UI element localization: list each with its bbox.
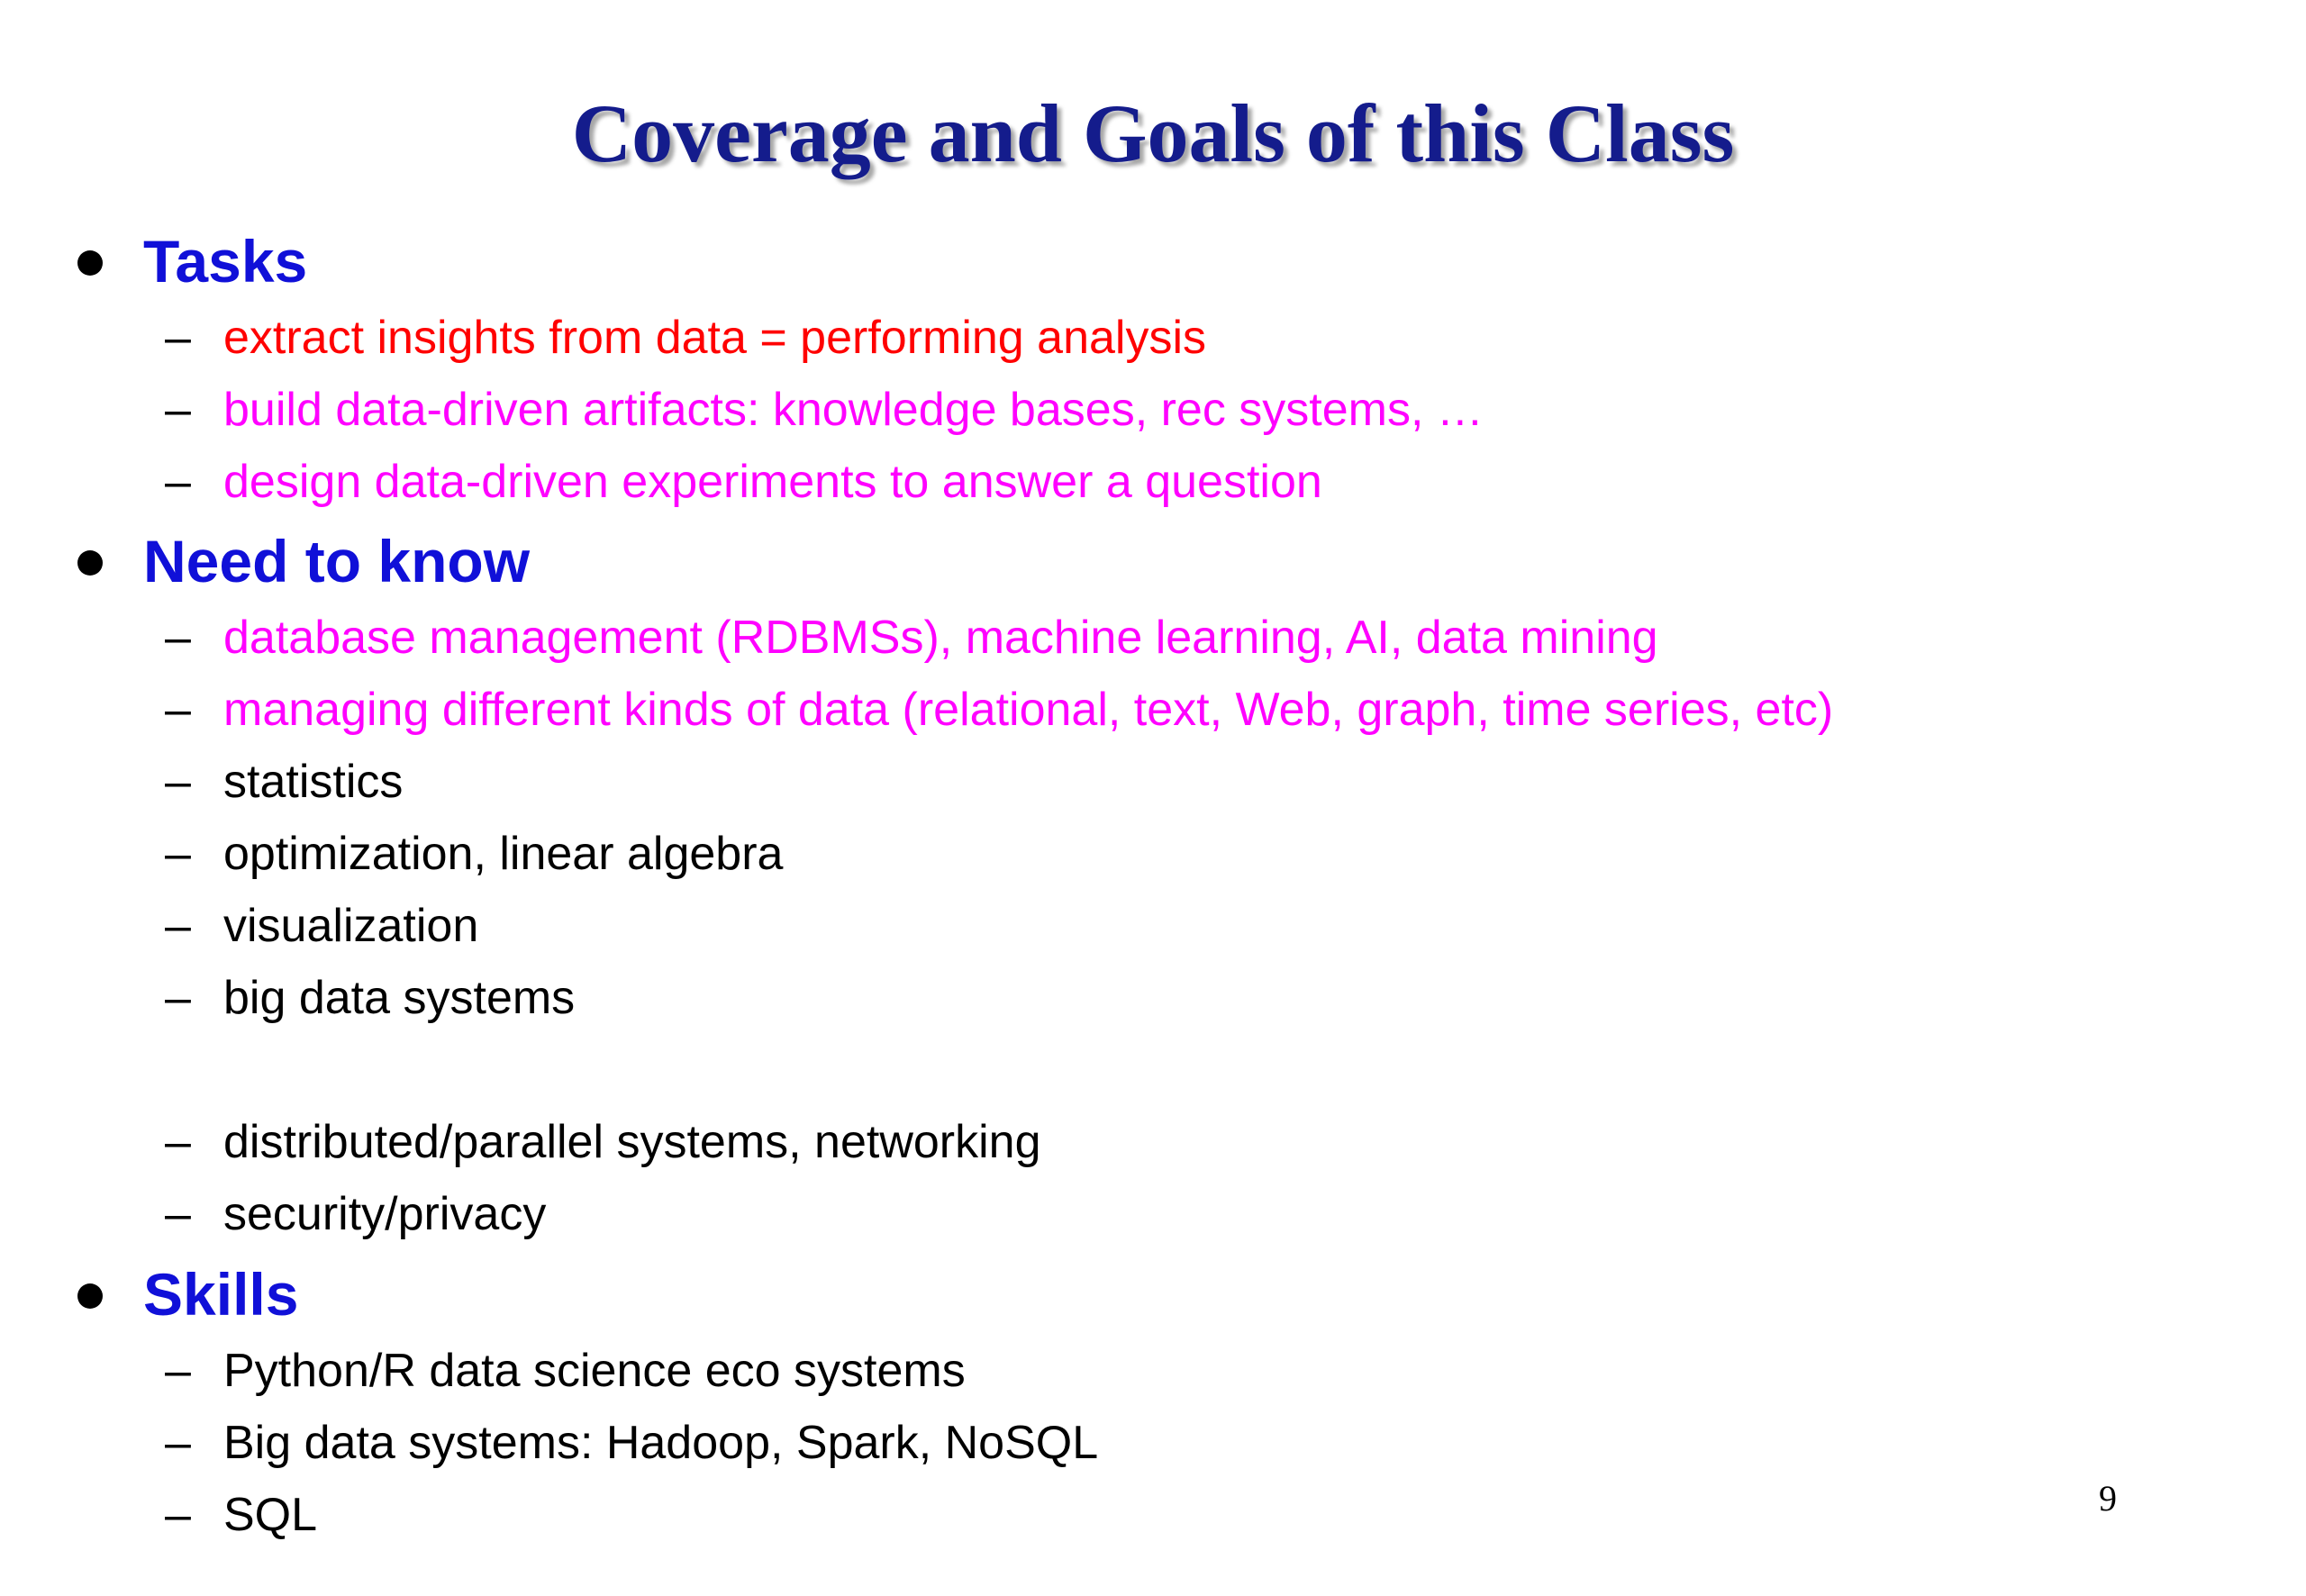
dash-icon: – (165, 384, 191, 436)
list-item (165, 1479, 1098, 1551)
sub-list-skills (77, 1335, 1098, 1551)
page-number: 9 (2099, 1478, 2117, 1519)
item-text: visualization (223, 900, 479, 952)
bullet-heading-tasks (77, 221, 1484, 302)
list-item (165, 446, 1484, 518)
heading-text: Need to know (143, 528, 531, 594)
list-item (165, 962, 1833, 1034)
dash-icon: – (165, 972, 191, 1024)
item-text: managing different kinds of data (relational, text, Web, graph, time series, etc) (223, 684, 1834, 736)
dash-icon: – (165, 900, 191, 952)
list-item (165, 1106, 1833, 1178)
list-item (165, 602, 1833, 674)
dash-icon: – (165, 612, 191, 664)
item-text: extract insights from data = performing analysis (223, 312, 1207, 364)
list-item-blank (165, 1034, 1833, 1106)
bullet-dot-icon (77, 250, 103, 276)
dash-icon: – (165, 1116, 191, 1168)
bullet-heading-need-to-know (77, 521, 1833, 602)
list-item (165, 674, 1833, 746)
item-text: design data-driven experiments to answer a question (223, 456, 1322, 508)
dash-icon: – (165, 456, 191, 508)
bullet-heading-skills (77, 1254, 1098, 1335)
bullet-dot-icon (77, 1283, 103, 1309)
list-item (165, 1407, 1098, 1479)
item-text: big data systems (223, 972, 576, 1024)
list-item (165, 302, 1484, 374)
heading-text: Tasks (143, 228, 308, 295)
dash-icon: – (165, 1188, 191, 1240)
item-text: database management (RDBMSs), machine learning, AI, data mining (223, 612, 1658, 664)
section-need-to-know (77, 521, 1833, 1250)
dash-icon: – (165, 1417, 191, 1469)
list-item (165, 374, 1484, 446)
item-text: Big data systems: Hadoop, Spark, NoSQL (223, 1417, 1099, 1469)
section-tasks (77, 221, 1484, 518)
dash-icon: – (165, 312, 191, 364)
item-text: SQL (223, 1489, 318, 1541)
heading-text: Skills (143, 1261, 299, 1328)
dash-icon: – (165, 828, 191, 880)
list-item (165, 1335, 1098, 1407)
item-text: Python/R data science eco systems (223, 1345, 966, 1397)
dash-icon: – (165, 756, 191, 808)
dash-icon: – (165, 1345, 191, 1397)
sub-list-need-to-know (77, 602, 1833, 1250)
slide-title: Coverage and Goals of this Class (571, 87, 1735, 179)
item-text: security/privacy (223, 1188, 547, 1240)
item-text: distributed/parallel systems, networking (223, 1116, 1041, 1168)
dash-icon: – (165, 684, 191, 736)
list-item (165, 1178, 1833, 1250)
list-item (165, 890, 1833, 962)
item-text: optimization, linear algebra (223, 828, 784, 880)
bullet-dot-icon (77, 550, 103, 576)
dash-icon: – (165, 1489, 191, 1541)
list-item (165, 746, 1833, 818)
sub-list-tasks (77, 302, 1484, 518)
section-skills (77, 1254, 1098, 1551)
item-text: build data-driven artifacts: knowledge bases, rec systems, … (223, 384, 1484, 436)
list-item (165, 818, 1833, 890)
item-text: statistics (223, 756, 404, 808)
